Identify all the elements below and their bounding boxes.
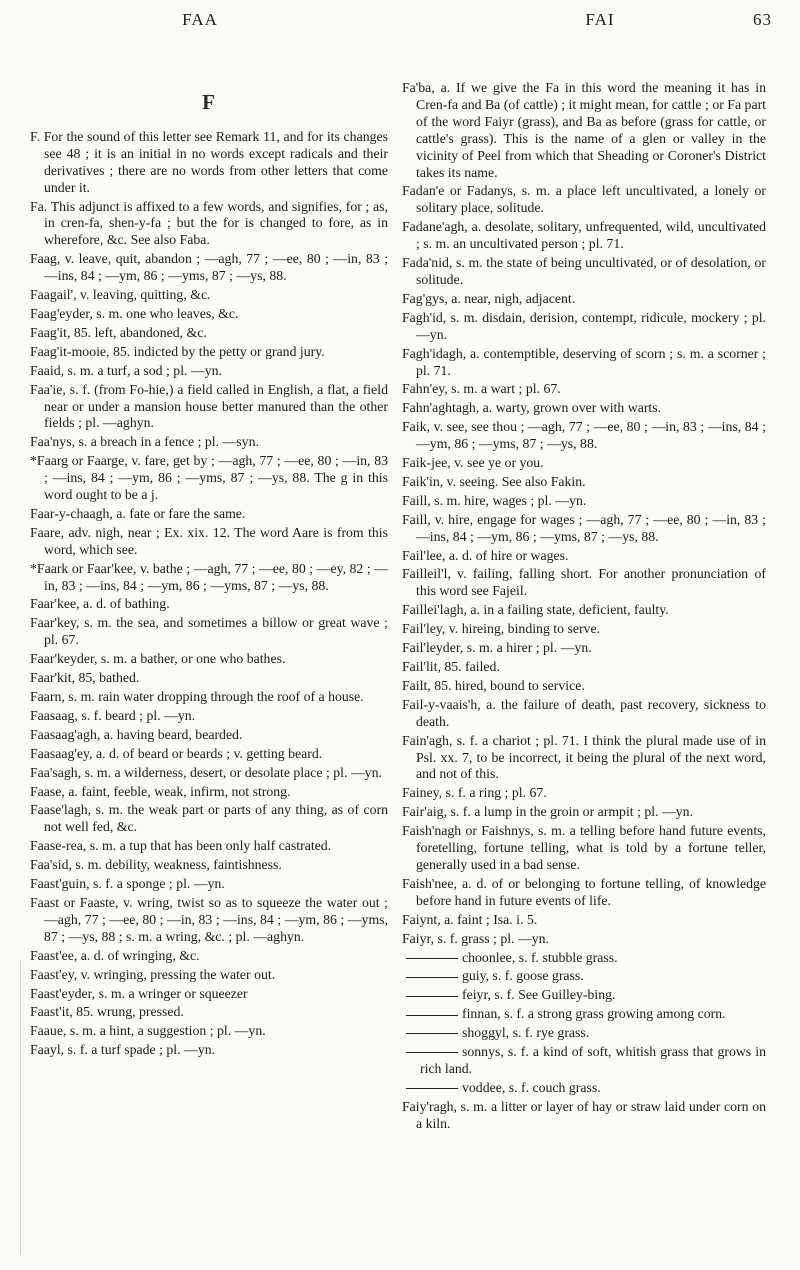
dictionary-entry: Faag'it-mooie, 85. indicted by the petty or grand jury.: [30, 343, 325, 359]
dictionary-entry: Faillei'lagh, a. in a failing state, deficient, faulty.: [402, 602, 669, 618]
dictionary-entry: Faa'nys, s. a breach in a fence ; pl. —syn.: [30, 434, 259, 450]
running-head-right: [400, 10, 800, 40]
dictionary-entry: Faag'it, 85. left, abandoned, &c.: [30, 324, 207, 340]
dictionary-entry: Faarn, s. m. rain water dropping through the roof of a house.: [30, 689, 364, 704]
dictionary-entry: Failleil'l, v. failing, falling short. For another pronunciation of this word see Fajeil.: [402, 566, 766, 599]
margin-rule: [20, 960, 21, 1255]
dictionary-entry: Fa. This adjunct is affixed to a few words, and signifies, for ; as, in cren-fa, shen-y-fa ; but the for is changed to fore, as in wherefore, &c. See also Faba.: [30, 198, 388, 248]
dictionary-sub-entry: [402, 1025, 766, 1042]
dictionary-entry: Faiyr, s. f. grass ; pl. —yn.: [402, 930, 549, 946]
dictionary-entry: Faar'kit, 85, bathed.: [30, 670, 140, 686]
dictionary-entry: Failt, 85. hired, bound to service.: [402, 677, 585, 693]
dictionary-entry: Fail'ley, v. hireing, binding to serve.: [402, 621, 601, 637]
dictionary-entry: Fada'nid, s. m. the state of being uncultivated, or of desolation, or solitude.: [402, 255, 766, 287]
dictionary-entry: Faik-jee, v. see ye or you.: [402, 455, 544, 471]
dictionary-entry: Faagail', v. leaving, quitting, &c.: [30, 287, 211, 303]
dictionary-entry: *Faark or Faar'kee, v. bathe ; —agh, 77 ; —ee, 80 ; —ey, 82 ; —in, 83 ; —ins, 84 ; —ym, 86 ; —yms, 87 ; —ys, 88.: [30, 560, 388, 593]
dictionary-sub-entry: [402, 987, 766, 1004]
page-number: 63: [753, 10, 772, 29]
sub-entry-text: choonlee, s. f. stubble grass.: [462, 949, 618, 965]
dictionary-entry: Faaue, s. m. a hint, a suggestion ; pl. —yn.: [30, 1023, 266, 1039]
dictionary-entry: Faar'keyder, s. m. a bather, or one who bathes.: [30, 651, 286, 667]
dictionary-entry: Faasaag'ey, a. d. of beard or beards ; v. getting beard.: [30, 745, 323, 761]
sub-entry-text: sonnys, s. f. a kind of soft, whitish grass that grows in rich land.: [420, 1044, 766, 1076]
dictionary-entry: Fadane'agh, a. desolate, solitary, unfrequented, wild, uncultivated ; s. m. an uncultivated person ; pl. 71.: [402, 219, 766, 252]
running-head-left: [0, 10, 400, 40]
ditto-dash: [406, 996, 458, 997]
dictionary-entry: Fair'aig, s. f. a lump in the groin or armpit ; pl. —yn.: [402, 804, 694, 820]
dictionary-entry: Faill, v. hire, engage for wages ; —agh, 77 ; —ee, 80 ; —in, 83 ; —ins, 84 ; —ym, 86 ; —yms, 87 ; —ys, 88.: [402, 511, 766, 544]
dictionary-entry: Fagh'id, s. m. disdain, derision, contempt, ridicule, mockery ; pl. —yn.: [402, 309, 766, 342]
dictionary-entry: Faast'eyder, s. m. a wringer or squeezer: [30, 985, 248, 1001]
dictionary-entry: Fail'lit, 85. failed.: [402, 659, 500, 674]
dictionary-entry: Fainey, s. f. a ring ; pl. 67.: [402, 785, 547, 801]
dictionary-entry: Fail-y-vaais'h, a. the failure of death, past recovery, sickness to death.: [402, 696, 766, 729]
dictionary-entry: Faasaag'agh, a. having beard, bearded.: [30, 726, 243, 742]
dictionary-entry: Faish'nagh or Faishnys, s. m. a telling before hand future events, foretelling, fortune telling, what is told by a fortune teller, generally used in a bad sense.: [402, 823, 766, 872]
dictionary-sub-entry: [402, 1044, 766, 1078]
dictionary-entry: F. For the sound of this letter see Remark 11, and for its changes see 48 ; it is an initial in no words except radicals and their derivatives ; there are no words from other letters that come under it.: [30, 128, 388, 195]
dictionary-entry: Faa'sid, s. m. debility, weakness, faintishness.: [30, 857, 282, 873]
dictionary-entry: Faiynt, a. faint ; Isa. i. 5.: [402, 911, 538, 927]
dictionary-entry: Faare, adv. nigh, near ; Ex. xix. 12. The word Aare is from this word, which see.: [30, 524, 388, 557]
dictionary-entry: Faik'in, v. seeing. See also Fakin.: [402, 473, 586, 489]
sub-entry-text: guiy, s. f. goose grass.: [462, 968, 584, 984]
dictionary-entry: Faik, v. see, see thou ; —agh, 77 ; —ee, 80 ; —in, 83 ; —ins, 84 ; —ym, 86 ; —yms, 87 ; —ys, 88.: [402, 419, 766, 452]
dictionary-entry: Faar-y-chaagh, a. fate or fare the same.: [30, 505, 246, 521]
dictionary-entry: Faayl, s. f. a turf spade ; pl. —yn.: [30, 1042, 216, 1058]
dictionary-entry: Faag'eyder, s. m. one who leaves, &c.: [30, 305, 239, 321]
ditto-dash: [406, 977, 458, 978]
dictionary-entry: Faasaag, s. f. beard ; pl. —yn.: [30, 707, 196, 723]
ditto-dash: [406, 958, 458, 959]
section-letter: F: [202, 90, 216, 114]
dictionary-entry: Fag'gys, a. near, nigh, adjacent.: [402, 290, 576, 306]
dictionary-entry: Faar'key, s. m. the sea, and sometimes a billow or great wave ; pl. 67.: [30, 615, 388, 648]
dictionary-entry: Faa'sagh, s. m. a wilderness, desert, or desolate place ; pl. —yn.: [30, 764, 382, 780]
dictionary-entry: Faast'guin, s. f. a sponge ; pl. —yn.: [30, 876, 225, 892]
dictionary-entry: Faiy'ragh, s. m. a litter or layer of hay or straw laid under corn on a kiln.: [402, 1098, 766, 1131]
dictionary-entry: Faase'lagh, s. m. the weak part or parts of any thing, as of corn not well fed, &c.: [30, 802, 388, 835]
dictionary-entry: Fagh'idagh, a. contemptible, deserving of scorn ; s. m. a scorner ; pl. 71.: [402, 345, 766, 378]
dictionary-entry: Faast'ee, a. d. of wringing, &c.: [30, 947, 200, 963]
dictionary-entry: Fail'lee, a. d. of hire or wages.: [402, 547, 569, 563]
ditto-dash: [406, 1015, 458, 1016]
dictionary-sub-entry: [402, 950, 766, 967]
sub-entry-text: shoggyl, s. f. rye grass.: [462, 1025, 590, 1041]
dictionary-entry: Faill, s. m. hire, wages ; pl. —yn.: [402, 492, 587, 508]
ditto-dash: [406, 1033, 458, 1034]
dictionary-entry: Fahn'ey, s. m. a wart ; pl. 67.: [402, 381, 561, 397]
dictionary-entry: Faase, a. faint, feeble, weak, infirm, not strong.: [30, 783, 291, 799]
left-entry-list: [30, 129, 388, 1059]
right-column: [402, 80, 766, 1135]
dictionary-entry: Faar'kee, a. d. of bathing.: [30, 596, 170, 612]
sub-entry-text: voddee, s. f. couch grass.: [462, 1079, 601, 1095]
dictionary-entry: Fain'agh, s. f. a chariot ; pl. 71. I think the plural made use of in Psl. xx. 7, to be incorrect, it being the plural of the next word, and not of this.: [402, 732, 766, 782]
dictionary-sub-entry: [402, 968, 766, 985]
sub-entry-text: feiyr, s. f. See Guilley-bing.: [462, 987, 616, 1003]
ditto-dash: [406, 1052, 458, 1053]
dictionary-entry: Faaid, s. m. a turf, a sod ; pl. —yn.: [30, 362, 222, 378]
right-entry-list: [402, 80, 766, 948]
dictionary-entry: Faast'it, 85. wrung, pressed.: [30, 1004, 184, 1020]
dictionary-entry: Faish'nee, a. d. of or belonging to fortune telling, of knowledge before hand in future events of life.: [402, 875, 766, 908]
dictionary-entry: Faa'ie, s. f. (from Fo-hie,) a field called in English, a flat, a field near or under a mansion house better manured than the other fields ; pl. —aghyn.: [30, 381, 388, 431]
dictionary-entry: Faag, v. leave, quit, abandon ; —agh, 77 ; —ee, 80 ; —in, 83 ; —ins, 84 ; —ym, 86 ; —yms, 87 ; —ys, 88.: [30, 251, 388, 284]
dictionary-entry: Fa'ba, a. If we give the Fa in this word the meaning it has in Cren-fa and Ba (of cattle) ; it might mean, for cattle ; or Fa part of the word Faiyr (grass), and Ba as before (grass for cattle, or cattle's grass). This is the name of a glen or valley in the vicinity of Peel from which that Sheading or Coroner's District takes its name.: [402, 80, 766, 180]
dictionary-entry: Faast or Faaste, v. wring, twist so as to squeeze the water out ; —agh, 77 ; —ee, 80 ; —in, 83 ; —ins, 84 ; —ym, 86 ; —yms, 87 ; —ys, 88 ; s. m. a wring, &c. ; pl. —aghyn.: [30, 894, 388, 944]
dictionary-entry: Fadan'e or Fadanys, s. m. a place left uncultivated, a lonely or solitary place, solitude.: [402, 183, 766, 216]
ditto-dash: [406, 1088, 458, 1089]
dictionary-entry: Fail'leyder, s. m. a hirer ; pl. —yn.: [402, 640, 592, 656]
running-head-left-word: FAA: [182, 10, 218, 29]
dictionary-sub-entry: [402, 1006, 766, 1023]
running-head-right-word: FAI: [585, 10, 615, 29]
dictionary-entry: *Faarg or Faarge, v. fare, get by ; —agh, 77 ; —ee, 80 ; —in, 83 ; —ins, 84 ; —ym, 86 ; —yms, 87 ; —ys, 88. The g in this word ought to be a j.: [30, 453, 388, 503]
dictionary-sub-entry: [402, 1080, 766, 1097]
dictionary-entry: Faast'ey, v. wringing, pressing the water out.: [30, 966, 276, 982]
grass-sub-entry-list: [402, 950, 766, 1097]
sub-entry-text: finnan, s. f. a strong grass growing among corn.: [462, 1006, 726, 1022]
dictionary-entry: Fahn'aghtagh, a. warty, grown over with warts.: [402, 400, 662, 416]
dictionary-entry: Faase-rea, s. m. a tup that has been only half castrated.: [30, 838, 332, 854]
left-column: [30, 90, 388, 1061]
